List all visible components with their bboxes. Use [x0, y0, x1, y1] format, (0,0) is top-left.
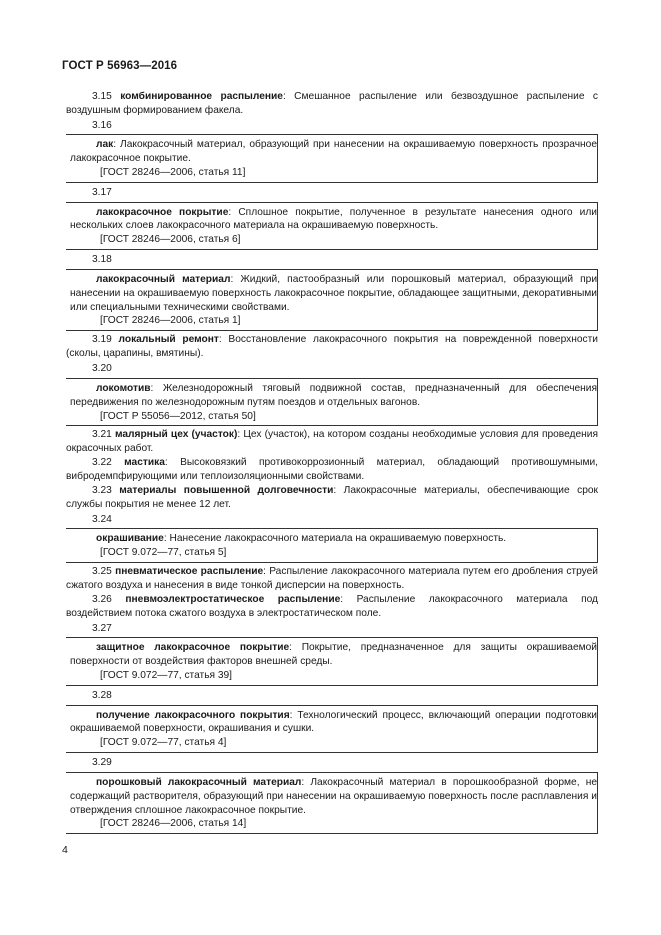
quoted-definition-box	[66, 378, 598, 427]
term-name: пневмоэлектростатическое распыление	[125, 593, 341, 605]
term-text: : Распыление лакокрасочного материала путем его дробления струей сжатого воздуха и нанесения в виде тонкой дисперсии на поверхность.	[66, 566, 598, 592]
term-source: [ГОСТ Р 55056—2012, статья 50]	[100, 410, 256, 422]
term-text: : Лакокрасочный материал в порошкообразной форме, не содержащий растворителя, образующий при нанесении на окрашиваемую поверхность после расплавления и отверждения сплошное лакокрасочное покрытие.	[70, 776, 597, 816]
term-number: 3.27	[92, 622, 112, 634]
term-text: : Смешанное распыление или безвоздушное распыление с воздушным формированием факела.	[66, 91, 598, 116]
term-number: 3.23	[92, 485, 112, 497]
term-source: [ГОСТ 9.072—77, статья 5]	[100, 547, 227, 559]
term-text: : Лакокрасочные материалы, обеспечивающие срок службы покрытия не менее 12 лет.	[66, 485, 598, 510]
term-definition	[70, 382, 597, 410]
term-source: [ГОСТ 9.072—77, статья 4]	[100, 737, 227, 749]
terms-list	[66, 90, 598, 836]
term-entry	[66, 333, 598, 361]
term-name: пневматическое распыление	[115, 566, 264, 578]
term-text: : Покрытие, предназначенное для защиты окрашиваемой поверхности от воздействия факторов внешней среды.	[70, 642, 597, 668]
term-name: малярный цех (участок)	[114, 429, 238, 441]
page-number: 4	[62, 844, 68, 856]
term-text: : Высоковязкий противокоррозионный материал, обладающий противошумными, вибродемпфирующими или теплоизоляционными свойствами.	[66, 457, 598, 483]
term-entry	[66, 593, 598, 621]
term-name: лакокрасочное покрытие	[96, 206, 229, 218]
term-definition	[70, 206, 597, 234]
term-number: 3.28	[92, 690, 112, 701]
quoted-definition-box	[66, 772, 598, 835]
term-text: : Лакокрасочный материал, образующий при нанесении на окрашиваемую поверхность прозрачное лакокрасочное покрытие.	[70, 139, 597, 165]
quoted-definition-box	[66, 637, 598, 686]
term-entry	[66, 565, 598, 593]
term-text: : Технологический процесс, включающий операции подготовки окрашиваемой поверхности, окрашивания и сушки.	[70, 709, 597, 735]
term-name: получение лакокрасочного покрытия	[96, 709, 290, 721]
quoted-definition-box	[66, 528, 598, 563]
term-name: локальный ремонт	[118, 334, 219, 346]
term-name: комбинированное распыление	[120, 91, 283, 102]
term-number: 3.15	[92, 91, 112, 102]
term-entry	[66, 456, 598, 484]
term-name: окрашивание	[96, 533, 164, 545]
term-text: : Нанесение лакокрасочного материала на окрашиваемую поверхность.	[163, 533, 507, 545]
term-text: : Жидкий, пастообразный или порошковый материал, образующий при нанесении на окрашиваемую поверхность лакокрасочное покрытие, обладающее защитными, декоративными или специальными техническими свойствами.	[70, 273, 598, 313]
term-number: 3.29	[92, 757, 112, 769]
quoted-definition-box	[66, 134, 598, 183]
term-number: 3.26	[92, 593, 112, 605]
term-number: 3.20	[92, 363, 112, 375]
term-source: [ГОСТ 9.072—77, статья 39]	[100, 670, 233, 682]
document-header: ГОСТ Р 56963—2016	[62, 60, 178, 72]
term-name: локомотив	[96, 382, 151, 394]
term-entry	[66, 484, 598, 512]
term-text: : Восстановление лакокрасочного покрытия на поврежденной поверхности (сколы, царапины, вмятины).	[66, 334, 598, 360]
term-name: лакокрасочный материал	[96, 273, 231, 285]
term-entry	[66, 428, 598, 456]
term-definition	[70, 709, 597, 737]
term-name: порошковый лакокрасочный материал	[96, 776, 302, 788]
term-number: 3.24	[92, 513, 112, 525]
term-text: : Железнодорожный тяговый подвижной состав, предназначенный для обеспечения передвижения по железнодорожным путям поездов и отдельных вагонов.	[70, 382, 597, 408]
term-definition	[70, 532, 597, 546]
quoted-definition-box	[66, 269, 598, 332]
term-number: 3.21	[92, 429, 112, 441]
term-definition	[70, 776, 597, 818]
term-text: : Распыление лакокрасочного материала под воздействием потока сжатого воздуха в электростатическом поле.	[66, 593, 598, 619]
term-definition	[70, 641, 597, 669]
term-entry	[66, 90, 598, 118]
term-number: 3.16	[92, 119, 112, 131]
term-source: [ГОСТ 28246—2006, статья 6]	[100, 234, 241, 246]
term-number: 3.18	[92, 254, 112, 266]
term-number: 3.19	[92, 334, 112, 346]
term-source: [ГОСТ 28246—2006, статья 1]	[100, 315, 241, 327]
term-text: : Сплошное покрытие, полученное в результате нанесения одного или нескольких слоев лакокрасочного материала на окрашиваемую поверхность.	[70, 206, 597, 232]
term-source: [ГОСТ 28246—2006, статья 11]	[100, 167, 246, 179]
term-name: защитное лакокрасочное покрытие	[96, 642, 290, 654]
term-text: : Цех (участок), на котором созданы необходимые условия для проведения окрасочных работ.	[66, 429, 598, 455]
term-number: 3.25	[92, 566, 112, 578]
quoted-definition-box	[66, 705, 598, 754]
term-definition	[70, 273, 597, 315]
term-name: мастика	[124, 457, 165, 469]
term-number: 3.17	[92, 187, 112, 199]
term-source: [ГОСТ 28246—2006, статья 14]	[100, 818, 247, 830]
term-number: 3.22	[92, 457, 112, 469]
quoted-definition-box	[66, 202, 598, 251]
term-definition	[70, 138, 597, 166]
term-name: материалы повышенной долговечности	[119, 485, 334, 497]
term-name: лак	[96, 139, 114, 151]
